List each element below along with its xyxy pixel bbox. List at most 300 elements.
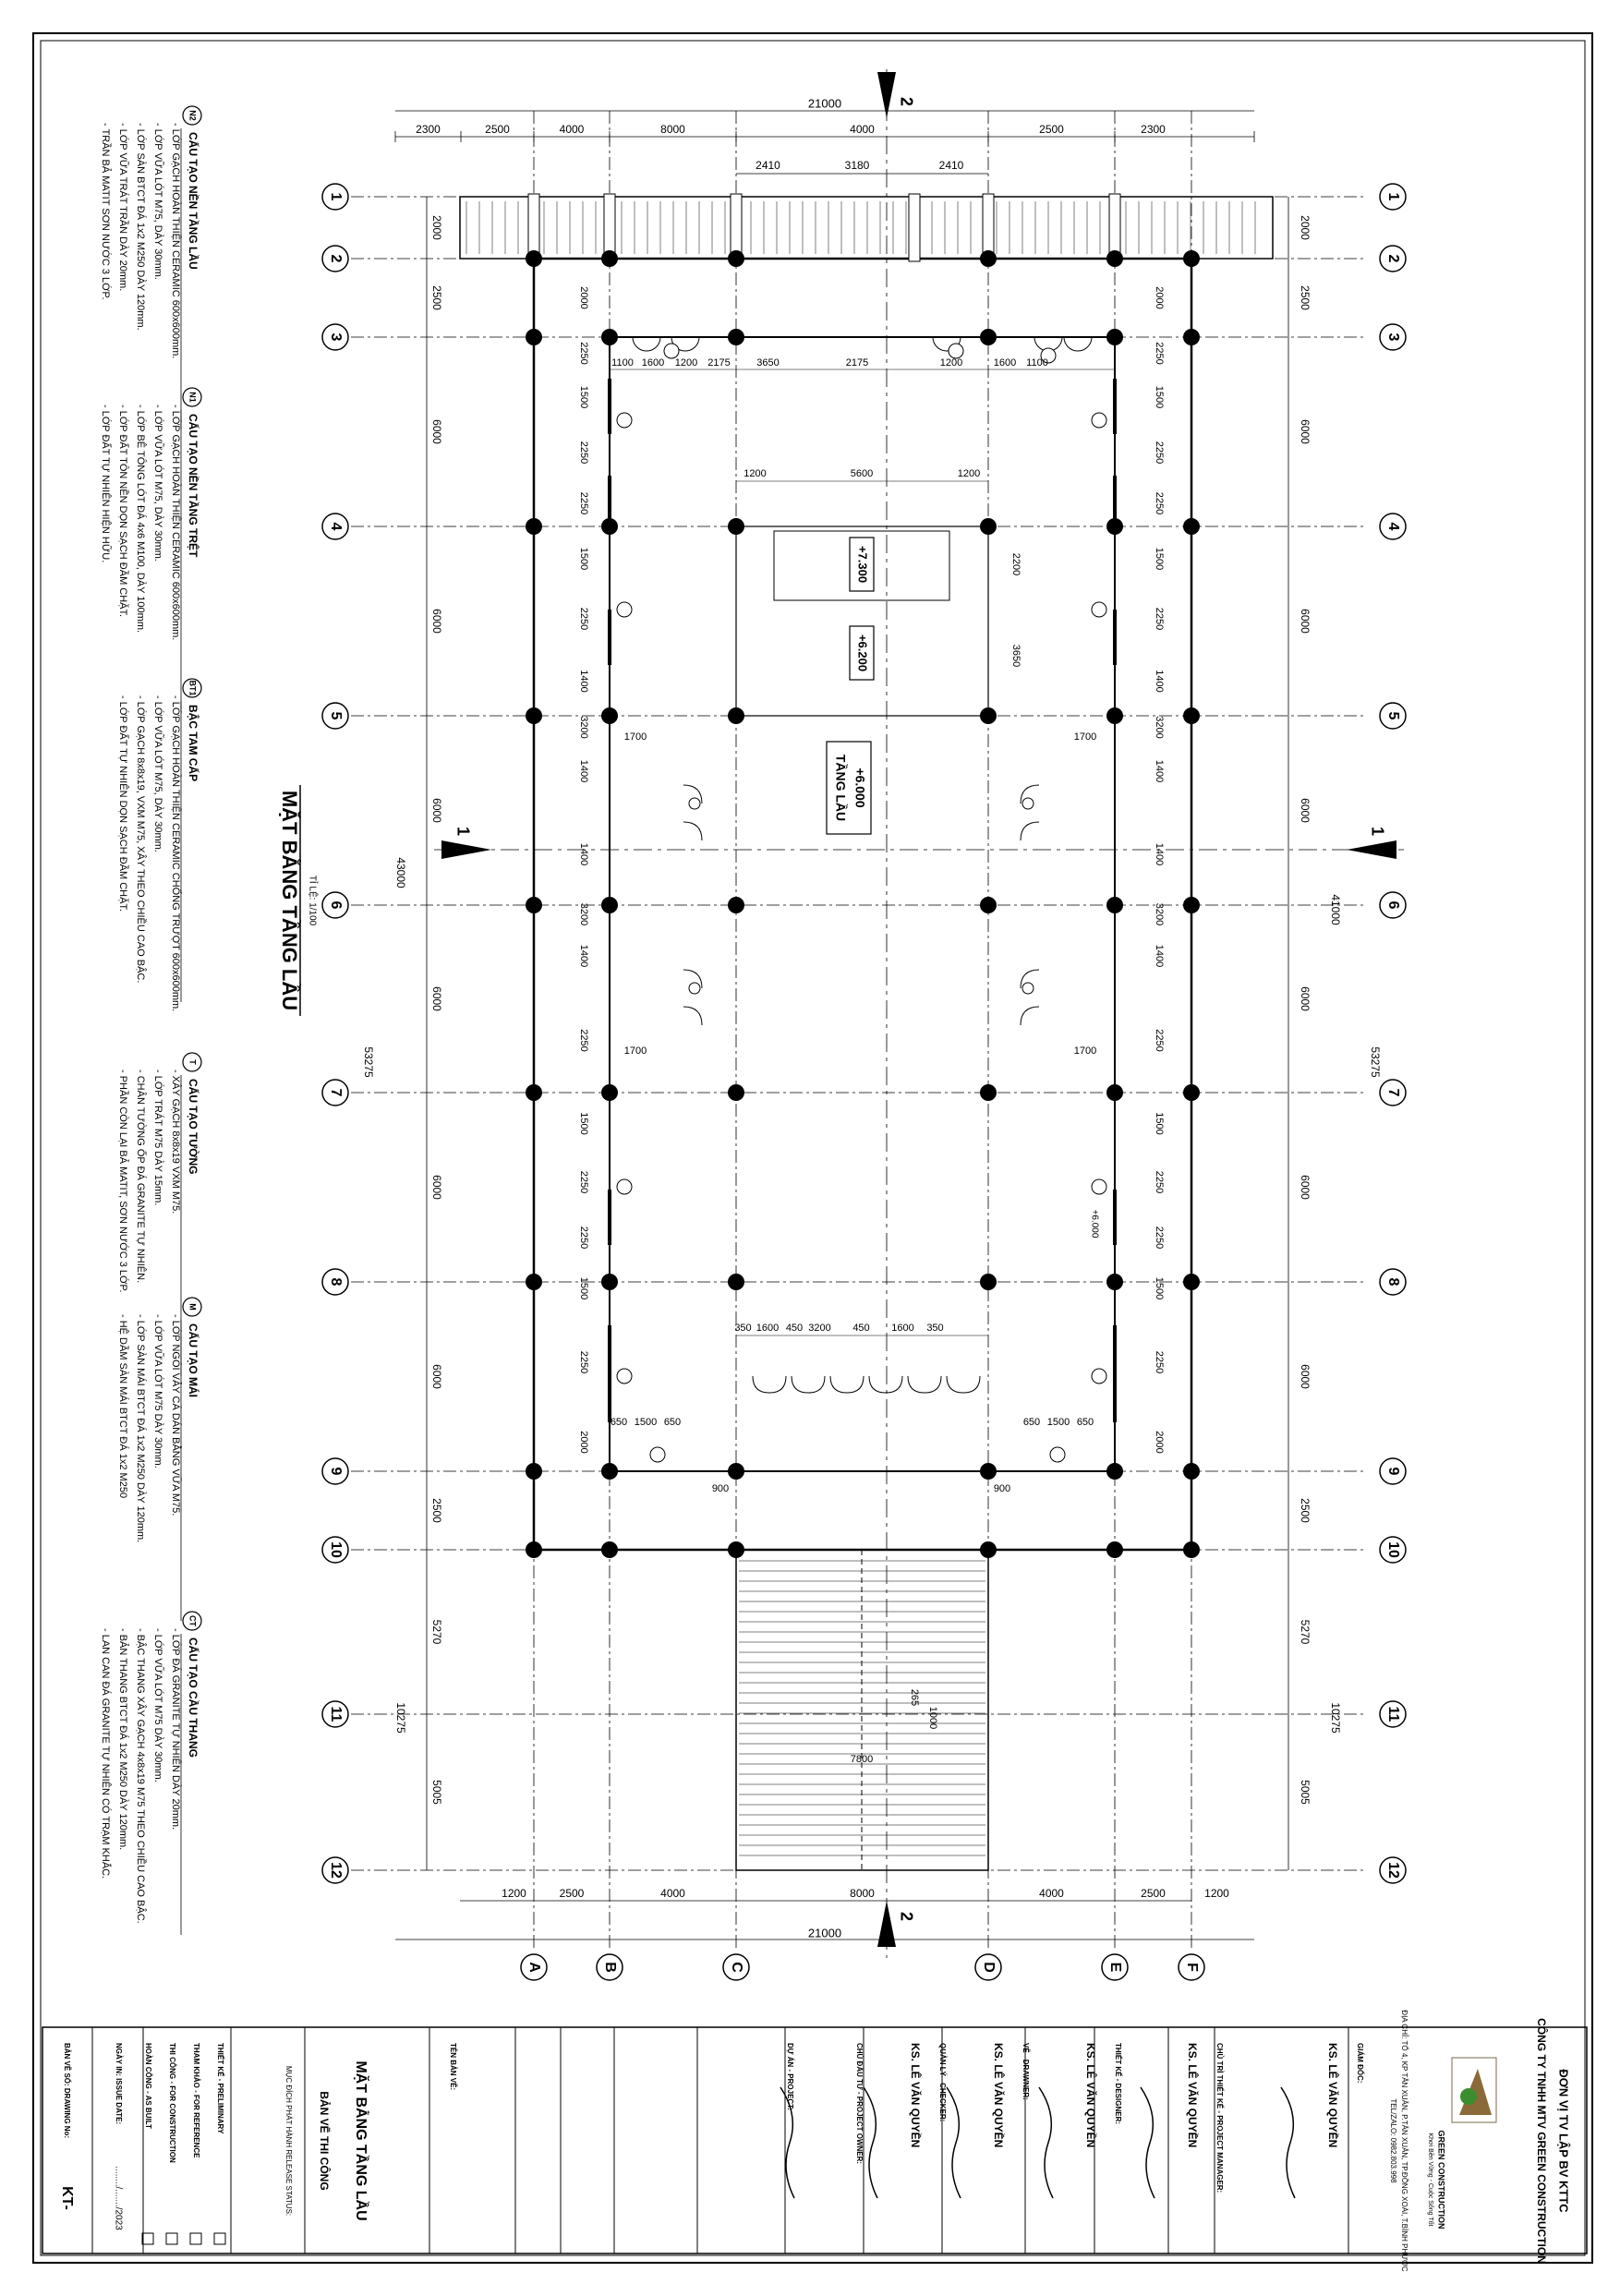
structural-column bbox=[526, 518, 542, 535]
balcony-post bbox=[909, 194, 920, 261]
grid-label-bottom: E bbox=[1106, 1962, 1123, 1973]
dim-side-bay-right: 1400 bbox=[1154, 759, 1166, 783]
grid-label-bottom: D bbox=[980, 1962, 997, 1973]
window-tag bbox=[1092, 602, 1106, 617]
top-balcony bbox=[460, 197, 1273, 259]
date-value: ......../......./2023 bbox=[113, 2166, 124, 2230]
role-label: CHỦ ĐẦU TƯ - PROJECT OWNER: bbox=[854, 2043, 864, 2165]
dim-bottom-inner: 3200 bbox=[808, 1322, 831, 1334]
note-item: - LAN CAN ĐÁ GRANITE TỰ NHIÊN CÓ TRẠM KHẮC. bbox=[100, 1628, 112, 1879]
role-label: GIÁM ĐỐC: bbox=[1355, 2043, 1364, 2084]
section-arrow-bottom bbox=[877, 1901, 896, 1947]
dim-inner-top: 2175 bbox=[707, 356, 731, 369]
note-item: - LỚP GẠCH HOÀN THIỆN CERAMIC 600x600mm. bbox=[170, 123, 182, 359]
note-item: - LỚP SÀN MÁI BTCT ĐÁ 1x2 M250 DÀY 120mm. bbox=[135, 1314, 147, 1543]
structural-column bbox=[526, 897, 542, 913]
level-note: +6.000 bbox=[1089, 1209, 1100, 1239]
dim-side-bay-right: 2250 bbox=[1154, 491, 1166, 515]
section-mark-right: 1 bbox=[1368, 826, 1387, 837]
section-arrow-right bbox=[1347, 840, 1396, 859]
structural-column bbox=[1106, 707, 1123, 724]
dim-top-value: 4000 bbox=[850, 123, 875, 137]
role-name: KS. LÊ VĂN QUYỀN bbox=[908, 2043, 922, 2148]
dim-side-bay-right: 1500 bbox=[1154, 1112, 1166, 1135]
dim-side-bay-right: 2250 bbox=[1154, 441, 1166, 465]
drawing-name: MẶT BẰNG TẦNG LẦU bbox=[352, 2060, 369, 2221]
dim-side-bay-right: 1500 bbox=[1154, 547, 1166, 571]
logo-tagline: Khơi Bền Vững - Cuộc Sống Tốt bbox=[1427, 2133, 1434, 2227]
dim-side-bay-left: 2250 bbox=[578, 342, 590, 365]
dim-side-bay-left: 3200 bbox=[578, 716, 590, 739]
dim-side-bay-left: 1400 bbox=[578, 670, 590, 693]
dim-bottom-room: 1500 bbox=[634, 1416, 658, 1428]
structural-column bbox=[1106, 1463, 1123, 1480]
level-mark: +6.200 bbox=[855, 634, 870, 672]
dim-right-stair: 10275 bbox=[1328, 1702, 1342, 1734]
dim-side-bay-left: 1400 bbox=[578, 944, 590, 968]
structural-column bbox=[1183, 1084, 1200, 1101]
structural-column bbox=[601, 1463, 618, 1480]
dim-inner-mid: 5600 bbox=[850, 467, 874, 479]
dim-bottom-room: 650 bbox=[1022, 1416, 1041, 1428]
note-item: - LỚP ĐẤT TỰ NHIÊN HIỆN HỮU. bbox=[100, 405, 112, 563]
note-item: - LỚP ĐẤT TÔN NỀN DỌN SẠCH ĐẦM CHẶT. bbox=[117, 405, 129, 618]
dim-inner-mid: 1200 bbox=[957, 467, 981, 479]
dim-inner-top: 1600 bbox=[641, 356, 665, 369]
dim-left-all: 53275 bbox=[361, 1046, 375, 1078]
status-row: THAM KHẢO - FOR REFERENCE bbox=[191, 2043, 200, 2158]
entry-door-swing bbox=[830, 1376, 864, 1393]
window-tag bbox=[617, 413, 632, 428]
note-title: CẤU TẠO MÁI bbox=[186, 1323, 199, 1397]
signature bbox=[947, 2087, 961, 2198]
entry-door-swing bbox=[792, 1376, 825, 1393]
grid-label-left: 4 bbox=[327, 522, 344, 531]
dim-bottom-inner: 450 bbox=[785, 1322, 804, 1334]
note-item: - LỚP TRÁT M75 DÀY 15mm. bbox=[152, 1069, 164, 1206]
release-value: BẢN VẼ THI CÔNG bbox=[317, 2091, 331, 2191]
dim-inner-top: 2175 bbox=[845, 356, 869, 369]
dim-top2-value: 2410 bbox=[756, 159, 780, 173]
structural-column bbox=[526, 1463, 542, 1480]
dim-inner-top: 1200 bbox=[939, 356, 963, 369]
structural-column bbox=[601, 250, 618, 267]
dim-left-value: 6000 bbox=[429, 986, 443, 1011]
dim-side-bay-right: 2250 bbox=[1154, 607, 1166, 631]
dim-void: 2200 bbox=[1010, 552, 1022, 576]
door-tag bbox=[1022, 798, 1034, 809]
dim-inner-top: 1600 bbox=[993, 356, 1017, 369]
dim-bottom-inner: 350 bbox=[926, 1322, 944, 1334]
entry-door-swing bbox=[869, 1376, 902, 1393]
logo-name: GREEN CONSTRUCTION bbox=[1436, 2130, 1446, 2230]
grid-label-right: 2 bbox=[1384, 254, 1401, 263]
dim-top-value: 2500 bbox=[1039, 123, 1064, 137]
dim-left-value: 5270 bbox=[429, 1619, 443, 1645]
dim-door-side: 1700 bbox=[1073, 1045, 1097, 1057]
dim-right-value: 6000 bbox=[1298, 798, 1312, 823]
grid-label-right: 8 bbox=[1384, 1277, 1401, 1287]
grid-label-bottom: C bbox=[728, 1962, 744, 1973]
note-item: - LỚP BÊ TÔNG LÓT ĐÁ 4x6 M100, DÀY 100mm. bbox=[135, 405, 147, 634]
dim-side-bay-right: 2000 bbox=[1154, 286, 1166, 309]
role-name: KS. LÊ VĂN QUYỀN bbox=[1185, 2043, 1199, 2148]
note-item: - TRẦN BẢ MATIT SƠN NƯỚC 3 LỚP. bbox=[100, 123, 112, 300]
door-swing bbox=[633, 337, 660, 351]
window-tag bbox=[664, 344, 679, 358]
grid-label-right: 6 bbox=[1384, 900, 1401, 910]
door-tag bbox=[689, 798, 700, 809]
dim-bottom-inner: 1600 bbox=[891, 1322, 914, 1334]
date-label: NGÀY IN: ISSUE DATE: bbox=[114, 2043, 123, 2125]
grid-label-left: 3 bbox=[327, 332, 344, 342]
grid-label-bottom: B bbox=[601, 1962, 618, 1973]
window-tag bbox=[1092, 1179, 1106, 1194]
structural-column bbox=[526, 1084, 542, 1101]
dim-top-outer: 21000 bbox=[807, 96, 842, 111]
window-tag bbox=[1092, 1369, 1106, 1384]
dim-bottom-value: 2500 bbox=[559, 1887, 585, 1901]
structural-column bbox=[1183, 250, 1200, 267]
note-title: CẤU TẠO CẦU THANG bbox=[186, 1637, 199, 1758]
section-arrow-top bbox=[877, 72, 896, 118]
status-row: THIẾT KẾ - PRELIMINARY bbox=[215, 2043, 224, 2134]
dim-inner-top: 3650 bbox=[756, 356, 780, 369]
grid-label-left: 10 bbox=[327, 1541, 344, 1558]
structural-column bbox=[1183, 329, 1200, 345]
note-item: - PHẦN CÒN LẠI BẢ MATIT, SƠN NƯỚC 3 LỚP. bbox=[117, 1069, 129, 1293]
note-item: - BẢN THANG BTCT ĐÁ 1x2 M250 DÀY 120mm. bbox=[117, 1628, 129, 1851]
grid-label-bottom: F bbox=[1183, 1963, 1200, 1972]
grid-label-right: 4 bbox=[1384, 522, 1401, 531]
dim-stair: 7800 bbox=[850, 1753, 874, 1765]
note-block bbox=[117, 679, 201, 1011]
structural-column bbox=[1106, 1084, 1123, 1101]
dim-top-value: 2300 bbox=[1141, 123, 1166, 137]
note-item: - LỚP ĐẤT TỰ NHIÊN DỌN SẠCH ĐẦM CHẶT. bbox=[117, 695, 129, 912]
dim-left-value: 6000 bbox=[429, 419, 443, 444]
dim-bottom-inner: 350 bbox=[734, 1322, 752, 1334]
dim-right-value: 6000 bbox=[1298, 609, 1312, 634]
structural-column bbox=[1106, 897, 1123, 913]
grid-label-left: 12 bbox=[327, 1862, 344, 1879]
section-mark-left: 1 bbox=[453, 826, 473, 837]
dim-bottom-value: 4000 bbox=[660, 1887, 685, 1901]
note-title: CẤU TẠO NỀN TẦNG TRỆT bbox=[186, 414, 199, 558]
note-item: - LỚP ĐÁ GRANITE TỰ NHIÊN DÀY 20mm. bbox=[170, 1628, 182, 1831]
note-item: - LỚP VỮA LÓT M75, DÀY 30mm. bbox=[152, 405, 164, 562]
structural-column bbox=[1106, 1274, 1123, 1290]
note-tag: N2 bbox=[187, 110, 198, 121]
level-mark: +7.300 bbox=[855, 545, 870, 584]
signature bbox=[1141, 2087, 1155, 2198]
logo-leaf bbox=[1460, 2088, 1477, 2105]
dim-door-side: 1700 bbox=[623, 1045, 647, 1057]
status-checkbox bbox=[166, 2233, 177, 2244]
structural-column bbox=[728, 1463, 744, 1480]
dim-left-value: 6000 bbox=[429, 1175, 443, 1200]
dim-side-bay-right: 2250 bbox=[1154, 1170, 1166, 1194]
structural-column bbox=[1183, 518, 1200, 535]
structural-column bbox=[1183, 1541, 1200, 1558]
structural-column bbox=[1183, 707, 1200, 724]
entry-door-swing bbox=[753, 1376, 786, 1393]
structural-column bbox=[728, 897, 744, 913]
dim-right-value: 2500 bbox=[1298, 1498, 1312, 1523]
signature bbox=[864, 2087, 877, 2198]
note-item: - LỚP VỮA LÓT M75 DÀY 30mm. bbox=[152, 1628, 164, 1782]
status-checkbox bbox=[214, 2233, 225, 2244]
window-tag bbox=[617, 1179, 632, 1194]
construction-notes bbox=[100, 106, 201, 1935]
dim-top2-value: 2410 bbox=[938, 159, 964, 173]
dim-bottom-inner: 1600 bbox=[756, 1322, 780, 1334]
grid-label-left: 5 bbox=[327, 711, 344, 720]
side-door-swing bbox=[683, 1007, 702, 1025]
dim-bottom-room: 650 bbox=[1076, 1416, 1094, 1428]
dim-left-total: 43000 bbox=[393, 857, 407, 888]
dim-left-stair: 10275 bbox=[393, 1702, 407, 1734]
dim-side-bay-left: 1400 bbox=[578, 842, 590, 866]
entry-door-swing bbox=[947, 1376, 980, 1393]
grid-label-left: 1 bbox=[327, 192, 344, 201]
outer-wall bbox=[534, 259, 1191, 1550]
project-label: DỰ ÁN - PROJECT: bbox=[785, 2043, 794, 2110]
dim-top-value: 4000 bbox=[559, 123, 585, 137]
dim-side-bay-right: 1400 bbox=[1154, 944, 1166, 968]
dim-side-bay-left: 2250 bbox=[578, 1170, 590, 1194]
drawing-title: MẶT BẰNG TẦNG LẦU bbox=[278, 790, 302, 1011]
dim-right-total: 41000 bbox=[1328, 894, 1342, 925]
grid-label-right: 11 bbox=[1384, 1706, 1401, 1722]
dim-bottom-room: 1500 bbox=[1046, 1416, 1070, 1428]
note-item: - LỚP GẠCH 8x8x19, VXM M75, XÂY THEO CHIỀU CAO BẬC. bbox=[135, 695, 147, 984]
note-block bbox=[117, 1298, 201, 1621]
note-tag: N1 bbox=[187, 392, 198, 403]
dim-bottom-value: 4000 bbox=[1039, 1887, 1064, 1901]
grid-label-right: 12 bbox=[1384, 1862, 1401, 1879]
status-row: THI CÔNG - FOR CONSTRUCTION bbox=[167, 2043, 176, 2163]
structural-column bbox=[980, 1084, 997, 1101]
dim-side-bay-right: 2250 bbox=[1154, 1029, 1166, 1052]
note-item: - LỚP VỮA LÓT M75, DÀY 30mm. bbox=[152, 695, 164, 852]
structural-column bbox=[526, 329, 542, 345]
section-mark-bottom: 2 bbox=[897, 1911, 916, 1922]
dim-top-value: 2300 bbox=[416, 123, 441, 137]
status-row: HOÀN CÔNG - AS BUILT bbox=[143, 2043, 152, 2129]
grid-label-right: 1 bbox=[1384, 192, 1401, 201]
note-item: - LỚP VỮA TRÁT TRẦN DÀY 20mm. bbox=[117, 123, 129, 292]
dim-bottom-value: 1200 bbox=[1204, 1887, 1229, 1901]
structural-column bbox=[980, 250, 997, 267]
side-door-swing bbox=[683, 822, 702, 840]
dim-bottom-room: 650 bbox=[663, 1416, 682, 1428]
role-label: QUẢN LÝ - CHECKER: bbox=[937, 2043, 947, 2122]
window-tag bbox=[650, 1447, 665, 1462]
role-name: KS. LÊ VĂN QUYỀN bbox=[1325, 2043, 1339, 2148]
dim-side-bay-right: 1500 bbox=[1154, 1276, 1166, 1300]
dim-left-value: 6000 bbox=[429, 798, 443, 823]
structural-column bbox=[980, 329, 997, 345]
note-item: - LỚP VỮA LÓT M75, DÀY 30mm. bbox=[152, 123, 164, 280]
dim-side-bay-left: 1500 bbox=[578, 1276, 590, 1300]
section-arrow-left bbox=[441, 840, 491, 859]
signature bbox=[1281, 2087, 1295, 2198]
dim-inner-mid: 1200 bbox=[744, 467, 767, 479]
dim-right-all: 53275 bbox=[1368, 1046, 1382, 1078]
structural-column bbox=[601, 897, 618, 913]
dim-left-value: 2500 bbox=[429, 1498, 443, 1523]
dim-bottom-entry: 900 bbox=[711, 1482, 730, 1494]
dim-bottom-inner: 450 bbox=[852, 1322, 870, 1334]
company-phone: TEL/ZALO: 0982.803.998 bbox=[1388, 2098, 1397, 2183]
side-door-swing bbox=[1021, 1007, 1039, 1025]
dim-right-value: 2500 bbox=[1298, 285, 1312, 310]
dim-side-bay-right: 2250 bbox=[1154, 342, 1166, 365]
note-title: CẤU TẠO TƯỜNG bbox=[186, 1079, 199, 1175]
note-tag: M bbox=[187, 1303, 198, 1311]
dim-left-value: 2000 bbox=[429, 215, 443, 240]
unit-label: ĐƠN VỊ TV LẬP BV KTTC bbox=[1556, 2069, 1571, 2213]
structural-column bbox=[728, 518, 744, 535]
signature bbox=[1039, 2087, 1053, 2198]
structural-column bbox=[728, 1084, 744, 1101]
dim-side-bay-right: 2250 bbox=[1154, 1226, 1166, 1250]
structural-column bbox=[601, 1084, 618, 1101]
floor-label: TẦNG LẦU bbox=[833, 754, 849, 822]
titleblock-frame bbox=[42, 2027, 1587, 2254]
dim-inner-top: 1100 bbox=[1026, 356, 1048, 369]
note-tag: BT1 bbox=[187, 680, 198, 696]
structural-column bbox=[1106, 329, 1123, 345]
structural-column bbox=[526, 250, 542, 267]
company-address: ĐỊA CHỈ: TỔ 4, KP TÂN XUÂN, P.TÂN XUÂN, TP.ĐỒNG XOÀI, T.BÌNH PHƯỚC bbox=[1399, 2010, 1408, 2272]
note-item: - XÂY GẠCH 8x8x19 VXM M75. bbox=[170, 1069, 182, 1214]
structural-column bbox=[526, 1541, 542, 1558]
window-tag bbox=[1050, 1447, 1065, 1462]
status-checkbox bbox=[190, 2233, 201, 2244]
grid-label-right: 10 bbox=[1384, 1541, 1401, 1558]
grid-label-left: 9 bbox=[327, 1467, 344, 1476]
structural-column bbox=[980, 1274, 997, 1290]
structural-column bbox=[728, 707, 744, 724]
dim-side-bay-right: 1400 bbox=[1154, 842, 1166, 866]
drawing-no: KT- bbox=[58, 2186, 75, 2210]
grid-label-right: 3 bbox=[1384, 332, 1401, 342]
structural-column bbox=[601, 1541, 618, 1558]
dim-right-value: 6000 bbox=[1298, 419, 1312, 444]
note-block bbox=[100, 1612, 201, 1935]
structural-column bbox=[1106, 1541, 1123, 1558]
note-item: - LỚP GẠCH HOÀN THIỆN CERAMIC CHỐNG TRƯỢT 600x600mm. bbox=[170, 695, 182, 1012]
dim-side-bay-left: 2250 bbox=[578, 1350, 590, 1374]
dim-stair: 265 bbox=[909, 1688, 921, 1707]
dim-inner-top: 1200 bbox=[674, 356, 698, 369]
dim-side-bay-left: 2250 bbox=[578, 441, 590, 465]
structural-column bbox=[980, 707, 997, 724]
structural-column bbox=[980, 897, 997, 913]
note-title: CẤU TẠO NỀN TẦNG LẦU bbox=[186, 132, 199, 270]
dim-side-bay-left: 3200 bbox=[578, 902, 590, 926]
dim-top-value: 8000 bbox=[660, 123, 685, 137]
note-item: - LỚP VỮA LÓT M75 DÀY 30mm. bbox=[152, 1314, 164, 1468]
role-label: VẼ - DRAWNER: bbox=[1021, 2043, 1030, 2100]
grid-label-left: 2 bbox=[327, 254, 344, 263]
dim-bottom-outer: 21000 bbox=[807, 1926, 842, 1940]
note-item: - CHÂN TƯỜNG ỐP ĐÁ GRANITE TỰ NHIÊN. bbox=[135, 1069, 147, 1284]
dim-side-bay-left: 2000 bbox=[578, 1431, 590, 1454]
dim-inner-top: 1100 bbox=[611, 356, 634, 369]
dim-side-bay-left: 2250 bbox=[578, 1029, 590, 1052]
dim-side-bay-right: 2250 bbox=[1154, 1350, 1166, 1374]
dim-top2-value: 3180 bbox=[844, 159, 870, 173]
grid-label-left: 7 bbox=[327, 1088, 344, 1097]
window-tag bbox=[617, 1369, 632, 1384]
drawing-scale: TỈ LỆ: 1/100 bbox=[307, 875, 318, 926]
dim-left-value: 6000 bbox=[429, 609, 443, 634]
company-name: CÔNG TY TNHH MTV GREEN CONSTRUCTION bbox=[1534, 2018, 1548, 2264]
dim-bottom-value: 8000 bbox=[850, 1887, 875, 1901]
floor-level: +6.000 bbox=[852, 767, 868, 808]
grid-label-bottom: A bbox=[526, 1962, 542, 1973]
structural-column bbox=[601, 1274, 618, 1290]
grid-label-right: 7 bbox=[1384, 1088, 1401, 1097]
inner-wall bbox=[610, 337, 1115, 1471]
grid-label-left: 11 bbox=[327, 1706, 344, 1722]
dim-right-value: 6000 bbox=[1298, 986, 1312, 1011]
sheet-inner-border bbox=[41, 41, 1585, 2255]
dim-side-bay-left: 1400 bbox=[578, 759, 590, 783]
dim-side-bay-right: 3200 bbox=[1154, 902, 1166, 926]
note-tag: CT bbox=[187, 1615, 198, 1626]
dim-side-bay-left: 1500 bbox=[578, 1112, 590, 1135]
dim-side-bay-right: 1500 bbox=[1154, 385, 1166, 409]
dim-left-value: 5005 bbox=[429, 1780, 443, 1805]
structural-column bbox=[1183, 1274, 1200, 1290]
grid-label-left: 8 bbox=[327, 1277, 344, 1287]
title-block bbox=[42, 2010, 1587, 2272]
note-block bbox=[100, 388, 201, 711]
dim-left-value: 6000 bbox=[429, 1364, 443, 1389]
note-tag: T bbox=[187, 1059, 198, 1065]
note-item: - LỚP SÀN BTCT ĐÁ 1x2 M250 DÀY 120mm. bbox=[135, 123, 147, 331]
drawing-name-label: TÊN BẢN VẼ: bbox=[448, 2043, 457, 2091]
dim-door-side: 1700 bbox=[623, 731, 647, 743]
dim-side-bay-right: 1400 bbox=[1154, 670, 1166, 693]
note-item: - LỚP GẠCH HOÀN THIỆN CERAMIC 600x600mm. bbox=[170, 405, 182, 641]
side-door-swing bbox=[1021, 822, 1039, 840]
structural-column bbox=[980, 518, 997, 535]
structural-column bbox=[526, 1274, 542, 1290]
dim-left-value: 2500 bbox=[429, 285, 443, 310]
grid-label-right: 9 bbox=[1384, 1467, 1401, 1476]
dim-side-bay-right: 3200 bbox=[1154, 716, 1166, 739]
dim-right-value: 6000 bbox=[1298, 1364, 1312, 1389]
dim-bottom-entry: 900 bbox=[993, 1482, 1011, 1494]
dim-right-value: 5005 bbox=[1298, 1780, 1312, 1805]
dim-top-value: 2500 bbox=[485, 123, 510, 137]
door-tag bbox=[689, 983, 700, 994]
dim-side-bay-left: 2250 bbox=[578, 1226, 590, 1250]
note-item: - HỆ DẦM SÀN MÁI BTCT ĐÁ 1x2 M250 bbox=[117, 1314, 129, 1499]
structural-column bbox=[728, 250, 744, 267]
window-tag bbox=[1092, 413, 1106, 428]
drawing-no-label: BẢN VẼ SỐ: DRAWING No: bbox=[62, 2043, 71, 2139]
dim-door-side: 1700 bbox=[1073, 731, 1097, 743]
door-tag bbox=[1022, 983, 1034, 994]
role-name: KS. LÊ VĂN QUYỀN bbox=[1083, 2043, 1097, 2148]
structural-column bbox=[1183, 897, 1200, 913]
